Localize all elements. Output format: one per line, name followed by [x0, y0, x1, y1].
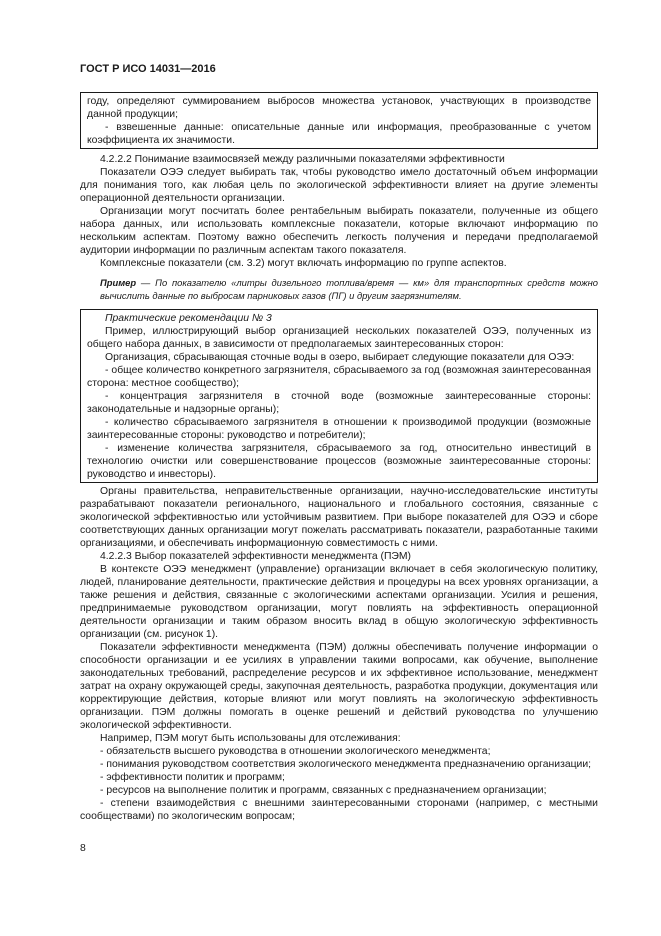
continued-text-box — [80, 92, 598, 149]
section-heading-4-2-2-2: 4.2.2.2 Понимание взаимосвязей между различными показателями эффективности — [100, 154, 505, 165]
box-line: - изменение количества загрязнителя, сбрасываемого за год, относительно инвестиций в технологию очистки или совершенствование процессов (возможные заинтересованные стороны: руководство и инвесторы). — [87, 443, 591, 480]
box-line: - концентрация загрязнителя в сточной воде (возможные заинтересованные стороны: законодательные и надзорные органы); — [87, 391, 591, 415]
box-line: году, определяют суммированием выбросов множества установок, участвующих в производстве данной продукции; — [87, 96, 591, 120]
list-item: - обязательств высшего руководства в отношении экологического менеджмента; — [100, 746, 491, 757]
document-page — [80, 62, 598, 823]
box-line: - общее количество конкретного загрязнителя, сбрасываемого за год (возможная заинтересованная сторона: местное сообщество); — [87, 365, 591, 389]
list-item: - эффективности политик и программ; — [100, 772, 285, 783]
document-header: ГОСТ Р ИСО 14031—2016 — [80, 63, 216, 75]
list-item: - степени взаимодействия с внешними заинтересованными сторонами (например, с местными сообществами) по экологическим вопросам; — [80, 798, 598, 822]
paragraph: Комплексные показатели (см. 3.2) могут включать информацию по группе аспектов. — [100, 258, 507, 269]
box-line: - взвешенные данные: описательные данные или информация, преобразованные с учетом коэффициента их значимости. — [87, 122, 591, 146]
box-line: - количество сбрасываемого загрязнителя в отношении к производимой продукции (возможные заинтересованные стороны: руководство и потребители); — [87, 417, 591, 441]
example-label: Пример — [100, 277, 137, 288]
box-line: Организация, сбрасывающая сточные воды в озеро, выбирает следующие показатели для ОЭЭ: — [105, 352, 575, 363]
example-note — [80, 277, 598, 302]
list-item: - ресурсов на выполнение политик и программ, связанных с предназначением организации; — [100, 785, 547, 796]
page-number: 8 — [80, 843, 86, 854]
box-line: Пример, иллюстрирующий выбор организацией нескольких показателей ОЭЭ, полученных из общего набора данных, в зависимости от предполагаемых заинтересованных сторон: — [87, 326, 591, 350]
section-heading-4-2-2-3: 4.2.2.3 Выбор показателей эффективности менеджмента (ПЭМ) — [100, 551, 412, 562]
list-item: - понимания руководством соответствия экологического менеджмента предназначению организации; — [100, 759, 592, 770]
paragraph: Показатели ОЭЭ следует выбирать так, чтобы руководство имело достаточный объем информации для понимания того, как любая цель по экологической эффективности влияет на другие элементы операционной деятельности организации. — [80, 167, 598, 204]
paragraph: Показатели эффективности менеджмента (ПЭМ) должны обеспечивать получение информации о способности организации и ее усилиях в управлении такими вопросами, как обучение, выполнение законодательных требований, распределение ресурсов и их эффективное использование, менеджмент затрат на охрану окружающей среды, закупочная деятельность, разработка продукции, документация или корректирующие действия, которые влияют или могут повлиять на экологическую эффективность организации. ПЭМ должны помогать в оценке решений и действий руководства по улучшению экологической эффективности. — [80, 642, 598, 731]
practical-recommendation-box — [80, 309, 598, 483]
recommendation-title: Практические рекомендации № 3 — [105, 313, 272, 324]
paragraph: Например, ПЭМ могут быть использованы для отслеживания: — [100, 733, 401, 744]
example-text: — По показателю «литры дизельного топлива/время — км» для транспортных средств можно вычислить данные по выбросам парниковых газов (ПГ) и другим загрязнителям. — [100, 277, 598, 301]
paragraph: Органы правительства, неправительственные организации, научно-исследовательские институты разрабатывают показатели регионального, национального и глобального состояния, связанные с экологической эффективностью или устойчивым развитием. При выборе показателей для ОЭЭ и сборе соответствующих данных организации могут пожелать рассматривать показатели, разработанные такими организациями, и обеспечивать информационную совместимость с ними. — [80, 486, 598, 549]
paragraph: Организации могут посчитать более рентабельным выбирать показатели, полученные из общего набора данных, или использовать комплексные показатели, которые включают информацию по нескольким аспектам. Поэтому важно обеспечить легкость получения и передачи предполагаемой аудитории информации по различным аспектам такого показателя. — [80, 206, 598, 256]
paragraph: В контексте ОЭЭ менеджмент (управление) организации включает в себя экологическую политику, людей, планирование деятельности, практические действия и процедуры на всех уровнях организации, а также решения и действия, связанные с экологическими аспектами организации. Усилия и решения, предпринимаемые руководством организации, могут повлиять на эффективность операционной деятельности организации и таким образом вносить вклад в общую экологическую эффективность организации (см. рисунок 1). — [80, 564, 598, 640]
